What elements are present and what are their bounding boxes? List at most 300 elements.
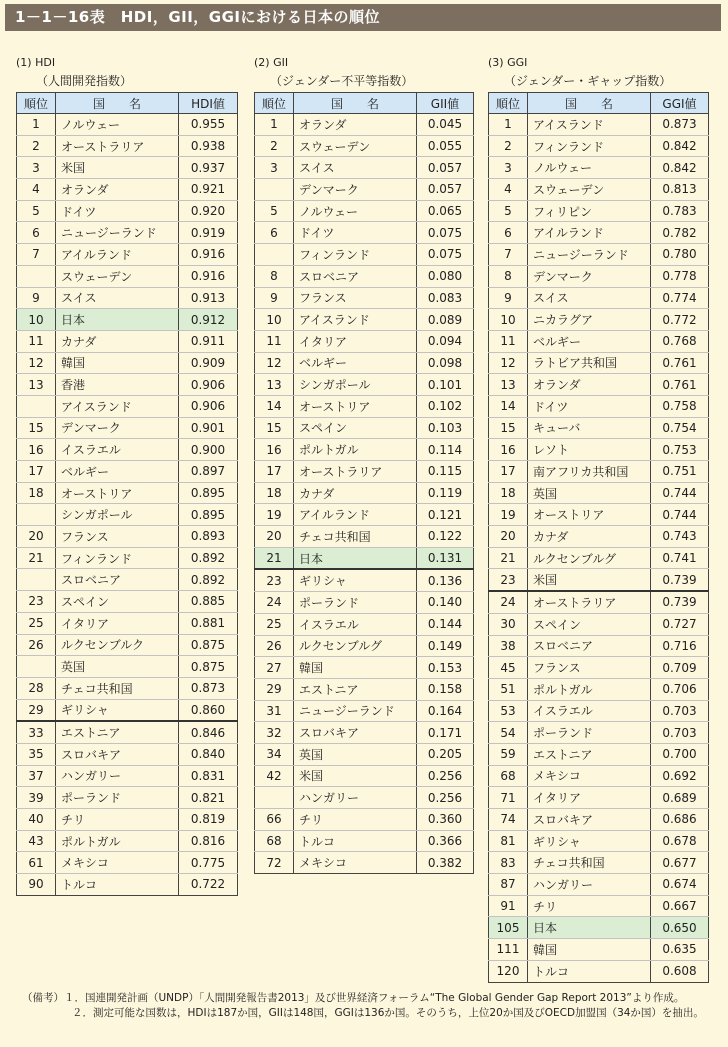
rank-cell: 26 bbox=[17, 634, 56, 656]
rank-cell: 66 bbox=[255, 809, 294, 831]
table-row bbox=[489, 743, 709, 765]
rank-cell: 14 bbox=[489, 395, 528, 417]
rank-cell: 16 bbox=[489, 439, 528, 461]
value-cell: 0.783 bbox=[651, 200, 709, 222]
country-cell: スウェーデン bbox=[294, 135, 417, 157]
value-cell: 0.083 bbox=[417, 287, 474, 309]
country-cell: スイス bbox=[56, 287, 179, 309]
value-cell: 0.860 bbox=[179, 699, 238, 721]
rank-cell: 11 bbox=[489, 330, 528, 352]
value-cell: 0.686 bbox=[651, 809, 709, 831]
country-cell: カナダ bbox=[56, 330, 179, 352]
country-cell: デンマーク bbox=[294, 179, 417, 201]
table-row bbox=[255, 787, 474, 809]
table-row bbox=[255, 830, 474, 852]
table-row bbox=[489, 244, 709, 266]
table-row bbox=[17, 330, 238, 352]
value-cell: 0.164 bbox=[417, 700, 474, 722]
value-cell: 0.608 bbox=[651, 960, 709, 982]
table-row bbox=[255, 461, 474, 483]
value-cell: 0.892 bbox=[179, 547, 238, 569]
table-row bbox=[17, 612, 238, 634]
table-row bbox=[17, 830, 238, 852]
country-cell: フランス bbox=[294, 287, 417, 309]
hdi-table bbox=[16, 92, 238, 896]
rank-cell: 59 bbox=[489, 743, 528, 765]
country-cell: イスラエル bbox=[294, 613, 417, 635]
country-cell: フィンランド bbox=[56, 547, 179, 569]
country-cell: アイルランド bbox=[56, 244, 179, 266]
table-row bbox=[17, 721, 238, 743]
table-row bbox=[17, 309, 238, 331]
table-row bbox=[489, 482, 709, 504]
country-cell: スロバキア bbox=[56, 743, 179, 765]
table-row bbox=[17, 547, 238, 569]
country-cell: スロバキア bbox=[294, 722, 417, 744]
footnotes bbox=[22, 991, 704, 1021]
rank-cell: 40 bbox=[17, 809, 56, 831]
value-cell: 0.121 bbox=[417, 504, 474, 526]
table-row bbox=[17, 157, 238, 179]
rank-cell: 24 bbox=[255, 592, 294, 614]
country-cell: 韓国 bbox=[56, 352, 179, 374]
country-cell: スロベニア bbox=[294, 265, 417, 287]
table-row bbox=[255, 417, 474, 439]
table-row bbox=[17, 504, 238, 526]
section-subtitle: （ジェンダー・ギャップ指数） bbox=[504, 74, 672, 88]
value-cell: 0.816 bbox=[179, 830, 238, 852]
table-row bbox=[255, 179, 474, 201]
table-row bbox=[17, 656, 238, 678]
value-cell: 0.873 bbox=[651, 114, 709, 136]
section-subtitle: （ジェンダー不平等指数） bbox=[270, 74, 414, 88]
rank-cell: 21 bbox=[489, 547, 528, 569]
table-row bbox=[489, 504, 709, 526]
table-row bbox=[17, 874, 238, 896]
country-cell: 南アフリカ共和国 bbox=[528, 461, 651, 483]
rank-cell: 83 bbox=[489, 852, 528, 874]
value-cell: 0.744 bbox=[651, 504, 709, 526]
country-cell: ポルトガル bbox=[528, 678, 651, 700]
rank-cell: 4 bbox=[17, 179, 56, 201]
country-cell: ハンガリー bbox=[56, 765, 179, 787]
table-row bbox=[255, 157, 474, 179]
country-cell: チリ bbox=[294, 809, 417, 831]
rank-cell bbox=[17, 656, 56, 678]
value-cell: 0.119 bbox=[417, 482, 474, 504]
table-row bbox=[489, 114, 709, 136]
rank-header: 順位 bbox=[489, 93, 528, 114]
value-cell: 0.692 bbox=[651, 765, 709, 787]
rank-cell: 111 bbox=[489, 939, 528, 961]
table-row bbox=[255, 526, 474, 548]
value-cell: 0.842 bbox=[651, 135, 709, 157]
value-cell: 0.895 bbox=[179, 504, 238, 526]
country-cell: ポルトガル bbox=[56, 830, 179, 852]
table-header-row bbox=[489, 93, 709, 114]
rank-cell: 2 bbox=[255, 135, 294, 157]
table-row bbox=[489, 613, 709, 635]
country-cell: アイスランド bbox=[294, 309, 417, 331]
table-row bbox=[255, 200, 474, 222]
table-row bbox=[255, 613, 474, 635]
country-cell: アイルランド bbox=[294, 504, 417, 526]
value-cell: 0.131 bbox=[417, 547, 474, 569]
table-row bbox=[255, 114, 474, 136]
country-cell: ドイツ bbox=[294, 222, 417, 244]
rank-cell bbox=[255, 179, 294, 201]
value-cell: 0.778 bbox=[651, 265, 709, 287]
value-cell: 0.366 bbox=[417, 830, 474, 852]
rank-cell: 29 bbox=[17, 699, 56, 721]
rank-cell: 13 bbox=[17, 374, 56, 396]
table-row bbox=[17, 787, 238, 809]
table-row bbox=[255, 395, 474, 417]
rank-cell: 35 bbox=[17, 743, 56, 765]
value-cell: 0.075 bbox=[417, 244, 474, 266]
value-cell: 0.094 bbox=[417, 330, 474, 352]
rank-header: 順位 bbox=[17, 93, 56, 114]
country-cell: イスラエル bbox=[56, 439, 179, 461]
country-cell: フィンランド bbox=[294, 244, 417, 266]
table-row bbox=[489, 179, 709, 201]
section-label: (1) HDI bbox=[16, 56, 56, 69]
table-row bbox=[489, 895, 709, 917]
rank-cell: 6 bbox=[17, 222, 56, 244]
table-row bbox=[255, 722, 474, 744]
rank-cell: 39 bbox=[17, 787, 56, 809]
country-cell: スイス bbox=[294, 157, 417, 179]
rank-cell bbox=[17, 504, 56, 526]
country-cell: オランダ bbox=[528, 374, 651, 396]
value-cell: 0.885 bbox=[179, 591, 238, 613]
value-cell: 0.743 bbox=[651, 526, 709, 548]
value-cell: 0.098 bbox=[417, 352, 474, 374]
table-row bbox=[17, 417, 238, 439]
country-cell: シンガポール bbox=[294, 374, 417, 396]
value-cell: 0.739 bbox=[651, 569, 709, 591]
country-cell: スペイン bbox=[56, 591, 179, 613]
rank-cell: 38 bbox=[489, 635, 528, 657]
value-cell: 0.045 bbox=[417, 114, 474, 136]
country-cell: ギリシャ bbox=[56, 699, 179, 721]
gii-section bbox=[254, 56, 474, 874]
rank-cell: 54 bbox=[489, 722, 528, 744]
table-row bbox=[489, 852, 709, 874]
rank-cell: 16 bbox=[255, 439, 294, 461]
table-row bbox=[255, 135, 474, 157]
table-row bbox=[17, 634, 238, 656]
hdi-section bbox=[16, 56, 238, 896]
table-row bbox=[17, 482, 238, 504]
value-cell: 0.906 bbox=[179, 395, 238, 417]
country-cell: ルクセンブルク bbox=[56, 634, 179, 656]
country-header: 国 名 bbox=[56, 93, 179, 114]
country-cell: 日本 bbox=[56, 309, 179, 331]
table-row bbox=[489, 417, 709, 439]
rank-cell: 10 bbox=[255, 309, 294, 331]
rank-cell: 33 bbox=[17, 721, 56, 743]
value-cell: 0.842 bbox=[651, 157, 709, 179]
country-cell: キューバ bbox=[528, 417, 651, 439]
value-cell: 0.897 bbox=[179, 461, 238, 483]
value-cell: 0.893 bbox=[179, 526, 238, 548]
table-row bbox=[255, 287, 474, 309]
country-cell: スロベニア bbox=[528, 635, 651, 657]
country-cell: 米国 bbox=[528, 569, 651, 591]
rank-cell: 12 bbox=[255, 352, 294, 374]
table-row bbox=[17, 461, 238, 483]
rank-cell: 42 bbox=[255, 765, 294, 787]
value-cell: 0.716 bbox=[651, 635, 709, 657]
gii-table bbox=[254, 92, 474, 874]
value-cell: 0.916 bbox=[179, 244, 238, 266]
country-cell: ドイツ bbox=[528, 395, 651, 417]
table-row bbox=[489, 157, 709, 179]
rank-cell: 6 bbox=[255, 222, 294, 244]
country-cell: ギリシャ bbox=[294, 569, 417, 591]
country-header: 国 名 bbox=[294, 93, 417, 114]
rank-cell: 25 bbox=[17, 612, 56, 634]
ggi-section bbox=[488, 56, 709, 983]
country-cell: オーストラリア bbox=[294, 461, 417, 483]
value-cell: 0.912 bbox=[179, 309, 238, 331]
page-title: 1－1－16表 HDI，GII，GGIにおける日本の順位 bbox=[5, 4, 721, 31]
country-cell: チリ bbox=[528, 895, 651, 917]
table-header-row bbox=[17, 93, 238, 114]
table-row bbox=[255, 592, 474, 614]
country-cell: ノルウェー bbox=[56, 114, 179, 136]
country-cell: 英国 bbox=[56, 656, 179, 678]
rank-cell: 23 bbox=[255, 569, 294, 591]
rank-cell bbox=[17, 395, 56, 417]
country-cell: ポーランド bbox=[56, 787, 179, 809]
rank-cell: 12 bbox=[489, 352, 528, 374]
table-row bbox=[17, 287, 238, 309]
country-cell: オーストラリア bbox=[528, 591, 651, 613]
value-cell: 0.881 bbox=[179, 612, 238, 634]
rank-cell: 23 bbox=[489, 569, 528, 591]
table-row bbox=[255, 635, 474, 657]
value-cell: 0.700 bbox=[651, 743, 709, 765]
country-cell: シンガポール bbox=[56, 504, 179, 526]
table-row bbox=[17, 699, 238, 721]
country-cell: オランダ bbox=[56, 179, 179, 201]
rank-cell: 61 bbox=[17, 852, 56, 874]
country-cell: アイルランド bbox=[528, 222, 651, 244]
table-row bbox=[255, 765, 474, 787]
table-row bbox=[255, 439, 474, 461]
value-cell: 0.768 bbox=[651, 330, 709, 352]
value-cell: 0.360 bbox=[417, 809, 474, 831]
rank-cell: 18 bbox=[255, 482, 294, 504]
table-row bbox=[489, 222, 709, 244]
table-row bbox=[17, 135, 238, 157]
rank-cell: 7 bbox=[17, 244, 56, 266]
value-cell: 0.103 bbox=[417, 417, 474, 439]
value-cell: 0.938 bbox=[179, 135, 238, 157]
value-cell: 0.677 bbox=[651, 852, 709, 874]
rank-cell: 1 bbox=[255, 114, 294, 136]
table-row bbox=[489, 526, 709, 548]
rank-cell: 11 bbox=[255, 330, 294, 352]
rank-cell: 27 bbox=[255, 657, 294, 679]
rank-cell: 68 bbox=[489, 765, 528, 787]
rank-cell: 28 bbox=[17, 677, 56, 699]
rank-cell: 3 bbox=[489, 157, 528, 179]
value-cell: 0.727 bbox=[651, 613, 709, 635]
table-row bbox=[489, 395, 709, 417]
country-cell: ノルウェー bbox=[294, 200, 417, 222]
country-cell: ベルギー bbox=[528, 330, 651, 352]
table-row bbox=[255, 852, 474, 874]
table-row bbox=[17, 569, 238, 591]
value-cell: 0.751 bbox=[651, 461, 709, 483]
value-header: GII値 bbox=[417, 93, 474, 114]
value-cell: 0.840 bbox=[179, 743, 238, 765]
rank-cell bbox=[255, 787, 294, 809]
rank-cell: 120 bbox=[489, 960, 528, 982]
rank-cell: 32 bbox=[255, 722, 294, 744]
rank-cell: 20 bbox=[17, 526, 56, 548]
section-label: (3) GGI bbox=[488, 56, 528, 69]
rank-cell: 6 bbox=[489, 222, 528, 244]
rank-cell: 17 bbox=[17, 461, 56, 483]
value-cell: 0.744 bbox=[651, 482, 709, 504]
value-cell: 0.171 bbox=[417, 722, 474, 744]
table-row bbox=[255, 352, 474, 374]
rank-cell: 105 bbox=[489, 917, 528, 939]
value-cell: 0.689 bbox=[651, 787, 709, 809]
rank-cell: 72 bbox=[255, 852, 294, 874]
rank-cell: 87 bbox=[489, 874, 528, 896]
rank-cell: 1 bbox=[489, 114, 528, 136]
table-row bbox=[489, 569, 709, 591]
table-row bbox=[255, 678, 474, 700]
rank-cell bbox=[17, 569, 56, 591]
table-row bbox=[17, 179, 238, 201]
rank-cell: 9 bbox=[489, 287, 528, 309]
table-row bbox=[17, 591, 238, 613]
country-cell: エストニア bbox=[56, 721, 179, 743]
rank-cell: 45 bbox=[489, 657, 528, 679]
country-cell: ドイツ bbox=[56, 200, 179, 222]
rank-cell: 19 bbox=[255, 504, 294, 526]
value-cell: 0.761 bbox=[651, 374, 709, 396]
country-cell: ルクセンブルグ bbox=[294, 635, 417, 657]
rank-cell: 17 bbox=[489, 461, 528, 483]
country-cell: ニュージーランド bbox=[56, 222, 179, 244]
rank-cell: 51 bbox=[489, 678, 528, 700]
value-cell: 0.753 bbox=[651, 439, 709, 461]
table-row bbox=[17, 852, 238, 874]
value-cell: 0.674 bbox=[651, 874, 709, 896]
country-cell: ベルギー bbox=[294, 352, 417, 374]
table-row bbox=[255, 244, 474, 266]
table-row bbox=[489, 939, 709, 961]
value-cell: 0.722 bbox=[179, 874, 238, 896]
country-cell: デンマーク bbox=[56, 417, 179, 439]
table-row bbox=[489, 700, 709, 722]
rank-cell: 10 bbox=[17, 309, 56, 331]
country-cell: デンマーク bbox=[528, 265, 651, 287]
country-header: 国 名 bbox=[528, 93, 651, 114]
value-cell: 0.937 bbox=[179, 157, 238, 179]
country-cell: オランダ bbox=[294, 114, 417, 136]
rank-cell: 74 bbox=[489, 809, 528, 831]
country-cell: ポルトガル bbox=[294, 439, 417, 461]
table-row bbox=[255, 374, 474, 396]
country-cell: アイスランド bbox=[56, 395, 179, 417]
table-row bbox=[489, 265, 709, 287]
value-cell: 0.909 bbox=[179, 352, 238, 374]
country-cell: フィンランド bbox=[528, 135, 651, 157]
table-row bbox=[17, 526, 238, 548]
value-cell: 0.114 bbox=[417, 439, 474, 461]
country-cell: メキシコ bbox=[294, 852, 417, 874]
table-row bbox=[255, 330, 474, 352]
rank-cell: 3 bbox=[17, 157, 56, 179]
country-cell: ポーランド bbox=[528, 722, 651, 744]
table-row bbox=[17, 352, 238, 374]
table-row bbox=[489, 591, 709, 613]
country-cell: カナダ bbox=[294, 482, 417, 504]
rank-cell: 8 bbox=[489, 265, 528, 287]
country-cell: エストニア bbox=[294, 678, 417, 700]
country-cell: ハンガリー bbox=[528, 874, 651, 896]
country-cell: チェコ共和国 bbox=[56, 677, 179, 699]
table-row bbox=[489, 657, 709, 679]
rank-cell: 7 bbox=[489, 244, 528, 266]
country-cell: 韓国 bbox=[528, 939, 651, 961]
rank-cell: 4 bbox=[489, 179, 528, 201]
value-cell: 0.774 bbox=[651, 287, 709, 309]
rank-cell: 2 bbox=[17, 135, 56, 157]
rank-cell: 37 bbox=[17, 765, 56, 787]
country-cell: トルコ bbox=[294, 830, 417, 852]
country-cell: オーストリア bbox=[56, 482, 179, 504]
country-cell: チェコ共和国 bbox=[294, 526, 417, 548]
table-row bbox=[255, 657, 474, 679]
country-cell: 米国 bbox=[56, 157, 179, 179]
country-cell: ベルギー bbox=[56, 461, 179, 483]
country-cell: オーストリア bbox=[528, 504, 651, 526]
table-row bbox=[489, 439, 709, 461]
rank-cell: 43 bbox=[17, 830, 56, 852]
rank-cell: 25 bbox=[255, 613, 294, 635]
country-cell: 英国 bbox=[294, 743, 417, 765]
rank-cell: 20 bbox=[255, 526, 294, 548]
table-row bbox=[255, 700, 474, 722]
country-cell: 韓国 bbox=[294, 657, 417, 679]
value-cell: 0.635 bbox=[651, 939, 709, 961]
value-cell: 0.149 bbox=[417, 635, 474, 657]
rank-cell: 2 bbox=[489, 135, 528, 157]
rank-cell: 9 bbox=[17, 287, 56, 309]
country-cell: ニュージーランド bbox=[294, 700, 417, 722]
value-cell: 0.892 bbox=[179, 569, 238, 591]
country-cell: イタリア bbox=[528, 787, 651, 809]
table-row bbox=[255, 569, 474, 591]
section-label: (2) GII bbox=[254, 56, 289, 69]
rank-cell: 15 bbox=[489, 417, 528, 439]
value-cell: 0.256 bbox=[417, 787, 474, 809]
table-row bbox=[17, 395, 238, 417]
table-row bbox=[17, 743, 238, 765]
country-cell: レソト bbox=[528, 439, 651, 461]
value-cell: 0.846 bbox=[179, 721, 238, 743]
value-cell: 0.873 bbox=[179, 677, 238, 699]
